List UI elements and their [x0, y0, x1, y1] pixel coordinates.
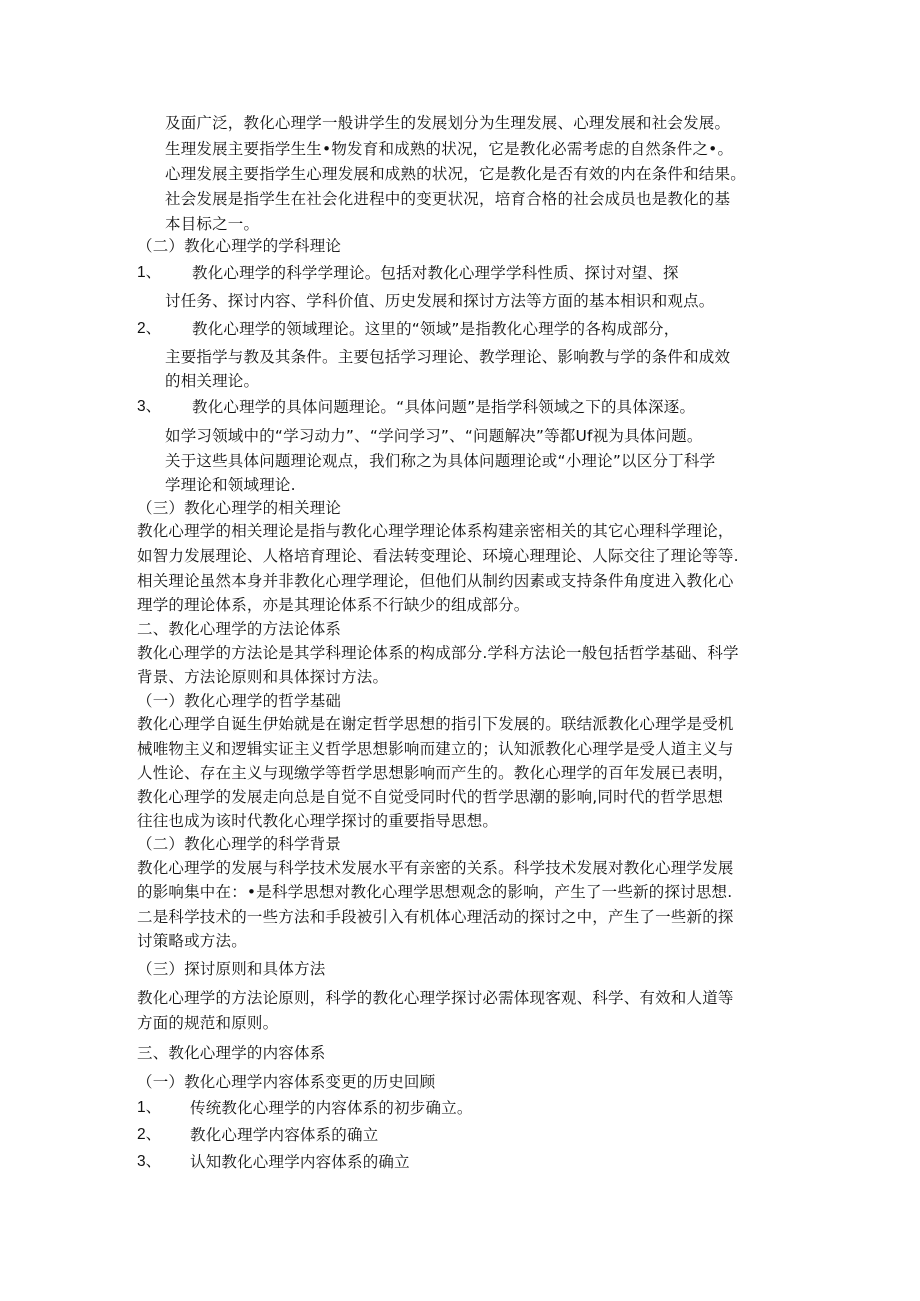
list-number: 1、 [137, 1099, 162, 1116]
list-number: 2、 [137, 320, 162, 337]
list-number: 1、 [137, 264, 162, 281]
text-line: 教化心理学的相关理论是指与教化心理学理论体系构建亲密相关的其它心理科学理论， [137, 522, 734, 540]
text-line: 教化心理学自诞生伊始就是在谢定哲学思想的指引下发展的。联结派教化心理学是受机 [137, 715, 734, 733]
list-item-text: 教化心理学的具体问题理论。“具体问题”是指学科领域之下的具体深逐。 [192, 398, 696, 416]
text-line: 方面的规范和原则。 [137, 1014, 279, 1032]
text-line: 心理发展主要指学生心理发展和成熟的状况，它是教化是否有效的内在条件和结果。 [165, 165, 746, 183]
text-line: 背景、方法论原则和具体探讨方法。 [137, 668, 389, 686]
section-heading: （三）教化心理学的相关理论 [137, 499, 342, 517]
section-heading: 二、教化心理学的方法论体系 [137, 620, 342, 638]
text-line: 生理发展主要指学生生•物发育和成熟的状况，它是教化必需考虑的自然条件之•。 [165, 140, 734, 158]
text-line: 理学的理论体系，亦是其理论体系不行缺少的组成部分。 [137, 596, 530, 614]
text-line: 械唯物主义和逻辑实证主义哲学思想影响而建立的；认知派教化心理学是受人道主义与 [137, 740, 734, 758]
section-heading: （一）教化心理学的哲学基础 [137, 692, 342, 710]
section-heading: （三）探讨原则和具体方法 [137, 960, 326, 978]
text-line: 的相关理论。 [165, 372, 260, 390]
text-line: 教化心理学的方法论是其学科理论体系的构成部分.学科方法论一般包括哲学基础、科学 [137, 644, 739, 662]
text-line: 的影响集中在：•是科学思想对教化心理学思想观念的影响，产生了一些新的探讨思想. [137, 883, 733, 901]
text-line: 社会发展是指学生在社会化进程中的变更状况，培育合格的社会成员也是教化的基 [165, 190, 731, 208]
text-line: 学理论和领域理论. [165, 476, 296, 494]
text-line: 二是科学技术的一些方法和手段被引入有机体心理活动的探讨之中，产生了一些新的探 [137, 908, 734, 926]
list-item-text: 教化心理学的科学学理论。包括对教化心理学学科性质、探讨对望、探 [192, 264, 679, 282]
text-line: 往往也成为该时代教化心理学探讨的重要指导思想。 [137, 812, 499, 830]
text-line: 教化心理学的发展走向总是自觉不自觉受同时代的哲学思潮的影响,同时代的哲学思想 [137, 788, 724, 806]
text-line: 主要指学与教及其条件。主要包括学习理论、教学理论、影响教与学的条件和成效 [165, 348, 731, 366]
text-line: 相关理论虽然本身并非教化心理学理论，但他们从制约因素或支持条件角度进入教化心 [137, 572, 734, 590]
list-number: 3、 [137, 398, 162, 415]
list-item-text: 传统教化心理学的内容体系的初步确立。 [190, 1099, 473, 1117]
text-line: 教化心理学的方法论原则，科学的教化心理学探讨必需体现客观、科学、有效和人道等 [137, 989, 734, 1007]
list-item-text: 认知教化心理学内容体系的确立 [190, 1153, 410, 1171]
list-number: 2、 [137, 1126, 162, 1143]
text-line: 如智力发展理论、人格培育理论、看法转变理论、环境心理理论、人际交往了理论等等. [137, 547, 739, 565]
text-line: 本目标之一。 [165, 215, 260, 233]
list-number: 3、 [137, 1153, 162, 1170]
section-heading: （一）教化心理学内容体系变更的历史回顾 [137, 1073, 436, 1091]
text-line: 人性论、存在主义与现缴学等哲学思想影响而产生的。教化心理学的百年发展已表明， [137, 764, 734, 782]
list-item-text: 教化心理学的领域理论。这里的“领域”是指教化心理学的各构成部分， [192, 320, 680, 338]
text-line: 讨任务、探讨内容、学科价值、历史发展和探讨方法等方面的基本相识和观点。 [165, 292, 715, 310]
text-line: 讨策略或方法。 [137, 932, 247, 950]
section-heading: 三、教化心理学的内容体系 [137, 1044, 326, 1062]
text-line: 如学习领域中的“学习动力”、“学问学习”、“问题解决”等都Uf视为具体问题。 [165, 427, 703, 445]
section-heading: （二）教化心理学的学科理论 [137, 237, 342, 255]
list-item-text: 教化心理学内容体系的确立 [190, 1126, 379, 1144]
section-heading: （二）教化心理学的科学背景 [137, 835, 342, 853]
text-line: 及面广泛，教化心理学一般讲学生的发展划分为生理发展、心理发展和社会发展。 [165, 114, 731, 132]
text-line: 教化心理学的发展与科学技术发展水平有亲密的关系。科学技术发展对教化心理学发展 [137, 859, 734, 877]
text-line: 关于这些具体问题理论观点，我们称之为具体问题理论或“小理论”以区分丁科学 [165, 452, 716, 470]
